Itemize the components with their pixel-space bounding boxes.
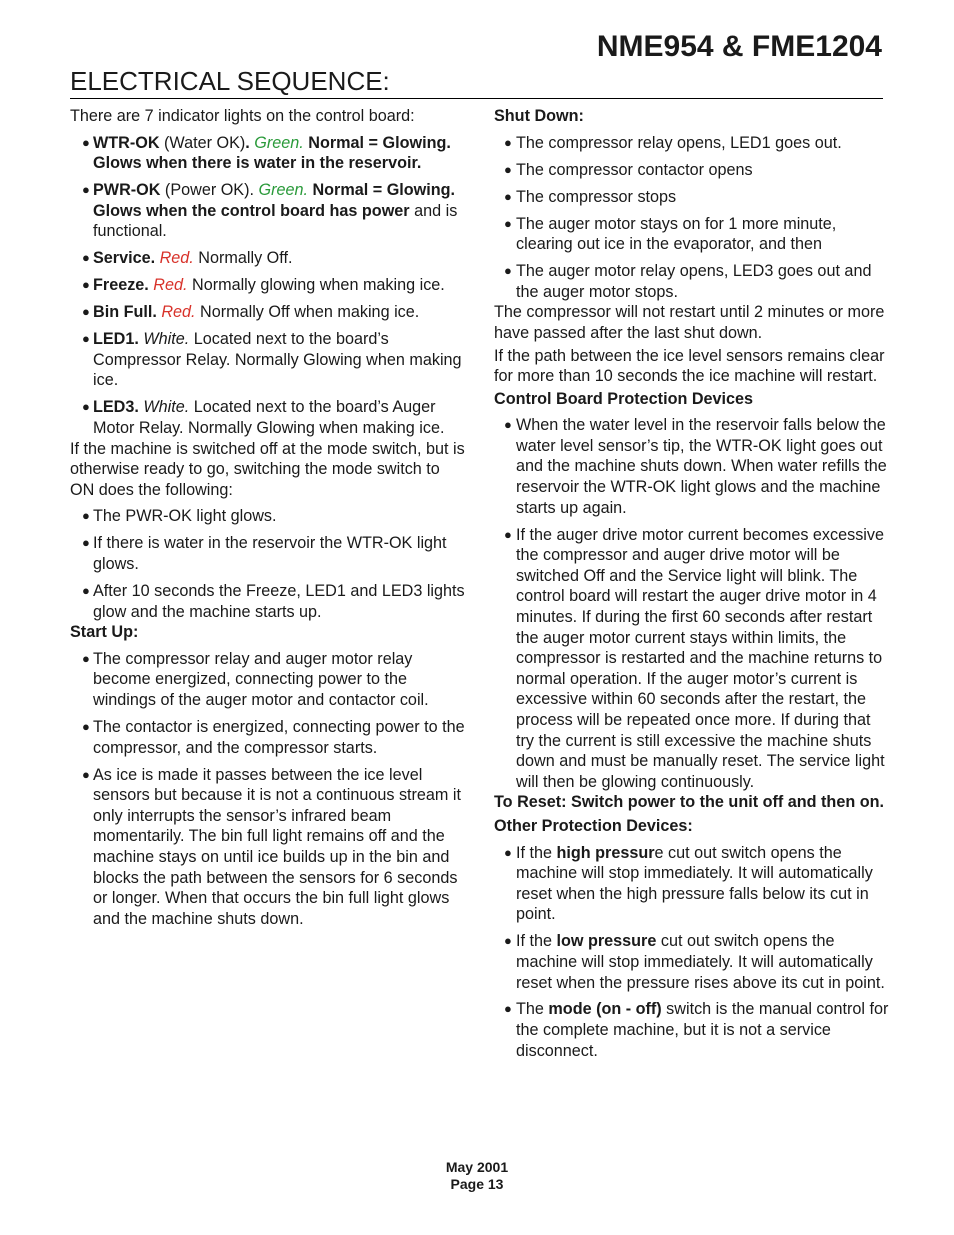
list-item: ● If the high pressure cut out switch opens the machine will stop immediately. It will automatically reset when the high pressure falls below its cut in point. [504, 843, 873, 924]
bullet-icon: ● [82, 134, 90, 150]
light-item-service: ● Service. Red. Normally Off. [82, 249, 293, 268]
left-column [70, 106, 465, 936]
bullet-icon: ● [82, 182, 90, 198]
bullet-icon: ● [82, 304, 90, 320]
list-item: ● The compressor contactor opens [504, 160, 753, 179]
light-name: Service. [93, 249, 156, 268]
bullet-icon: ● [504, 161, 512, 177]
bullet-icon: ● [82, 508, 90, 524]
header-rule [70, 98, 883, 99]
light-name: LED3. [93, 398, 139, 417]
shutdown-heading: Shut Down: [494, 107, 584, 125]
light-color: White. [143, 330, 190, 349]
bullet-icon: ● [504, 526, 512, 542]
list-item: ● The compressor relay opens, LED1 goes out. [504, 133, 842, 152]
bullet-icon: ● [504, 1001, 512, 1017]
light-name: PWR-OK [93, 181, 161, 200]
list-item: ● The compressor stops [504, 187, 677, 206]
bullet-icon: ● [504, 188, 512, 204]
bullet-icon: ● [82, 535, 90, 551]
bullet-icon: ● [504, 263, 512, 279]
bullet-icon: ● [82, 583, 90, 598]
switch-sequence-list [70, 506, 465, 622]
bullet-icon: ● [82, 718, 90, 734]
bullet-icon: ● [82, 250, 90, 266]
light-name: Bin Full. [93, 303, 157, 322]
shutdown-list [494, 133, 889, 303]
list-item: ● After 10 seconds the Freeze, LED1 and LED3 lights glow and the machine starts up. [82, 582, 465, 621]
switch-paragraph: If the machine is switched off at the mode switch, but is otherwise ready to go, switching the mode switch to ON does the following: [70, 439, 465, 499]
light-color: Green. [254, 133, 304, 152]
restart-paragraph: The compressor will not restart until 2 minutes or more have passed after the last shut down. [494, 303, 885, 342]
protection-heading: Control Board Protection Devices [494, 389, 754, 408]
light-color: Red. [161, 303, 196, 322]
light-item-wtr-ok: ● WTR-OK (Water OK). Green. Normal = Glowing. Glows when there is water in the reservoir. [82, 133, 451, 173]
bullet-icon: ● [504, 844, 512, 860]
section-title: ELECTRICAL SEQUENCE: [70, 66, 390, 96]
bullet-icon: ● [82, 277, 90, 293]
list-item: ● The contactor is energized, connecting power to the compressor, and the compressor starts. [82, 717, 465, 757]
bullet-icon: ● [82, 399, 90, 415]
bullet-icon: ● [504, 417, 512, 433]
bullet-icon: ● [504, 933, 512, 949]
right-column [494, 106, 889, 1068]
light-item-bin-full: ● Bin Full. Red. Normally Off when making ice. [82, 303, 420, 322]
startup-list [70, 649, 465, 930]
light-name: LED1. [93, 330, 139, 349]
bullet-icon: ● [82, 766, 90, 782]
bullet-icon: ● [82, 331, 90, 347]
list-item: ● The compressor relay and auger motor relay become energized, connecting power to the windings of the auger motor and contactor coil. [82, 649, 429, 709]
other-protection-list [494, 843, 889, 1062]
list-item: ● If there is water in the reservoir the WTR-OK light glows. [82, 534, 447, 574]
model-title: NME954 & FME1204 [596, 30, 882, 63]
light-item-pwr-ok: ● PWR-OK (Power OK). Green. Normal = Glowing. Glows when the control board has power and is functional. [82, 181, 458, 241]
footer-date: May 2001 [445, 1159, 509, 1175]
intro-text: There are 7 indicator lights on the control board: [70, 107, 415, 125]
light-color: White. [143, 398, 190, 417]
indicator-light-list [70, 133, 465, 439]
list-item: ● The PWR-OK light glows. [82, 507, 277, 526]
list-item: ● If the auger drive motor current becomes excessive the compressor and auger drive motor will be switched Off and the Service light will blink. The control board will restart the auger drive motor in 4 minutes. If during the first 60 seconds after restart the auger motor current stays within limits, the compressor is restarted and the machine returns to normal operation. If the auger motor’s current is excessive within 60 seconds after the restart, the process will be repeated once more. If during that try the current is still excessive the machine shuts down and must be manually reset. The service light will then be glowing continuously. [504, 525, 885, 791]
light-item-led1: ● LED1. White. Located next to the board’s Compressor Relay. Normally Glowing when making ice. [82, 330, 462, 390]
light-name: Freeze. [93, 276, 149, 295]
list-item: ● The auger motor relay opens, LED3 goes out and the auger motor stops. [504, 262, 872, 301]
list-item: ● If the low pressure cut out switch opens the machine will stop immediately. It will automatically reset when the pressure rises above its cut in point. [504, 932, 885, 992]
path-paragraph: If the path between the ice level sensors remains clear for more than 10 seconds the ice machine will restart. [494, 346, 885, 386]
light-name: WTR-OK [93, 133, 160, 152]
protection-list [494, 415, 889, 792]
list-item: ● The auger motor stays on for 1 more minute, clearing out ice in the evaporator, and then [504, 214, 837, 254]
other-protection-heading: Other Protection Devices: [494, 816, 693, 835]
reset-note: To Reset: Switch power to the unit off and then on. [494, 793, 884, 812]
startup-heading: Start Up: [70, 623, 139, 642]
light-item-freeze: ● Freeze. Red. Normally glowing when making ice. [82, 276, 445, 295]
footer-page-number: Page 13 [450, 1176, 504, 1192]
list-item: ● When the water level in the reservoir falls below the water level sensor’s tip, the WTR-OK light goes out and the machine shuts down. When water refills the reservoir the WTR-OK light glows and the machine starts up again. [504, 416, 887, 517]
light-color: Green. [258, 181, 308, 200]
page-footer [0, 1159, 954, 1193]
light-color: Red. [153, 276, 188, 295]
light-item-led3: ● LED3. White. Located next to the board’s Auger Motor Relay. Normally Glowing when making ice. [82, 398, 445, 438]
light-color: Red. [159, 249, 194, 268]
list-item: ● As ice is made it passes between the ice level sensors but because it is not a continuous stream it only interrupts the sensor’s infrared beam momentarily. The bin full light remains off and the machine stays on until ice builds up in the bin and blocks the path between the sensors for 6 seconds or longer. When that occurs the bin full light glows and the machine shuts down. [82, 765, 462, 928]
bullet-icon: ● [504, 215, 512, 231]
list-item: ● The mode (on - off) switch is the manual control for the complete machine, but it is not a service disconnect. [504, 1000, 889, 1060]
bullet-icon: ● [504, 134, 512, 150]
bullet-icon: ● [82, 650, 90, 666]
